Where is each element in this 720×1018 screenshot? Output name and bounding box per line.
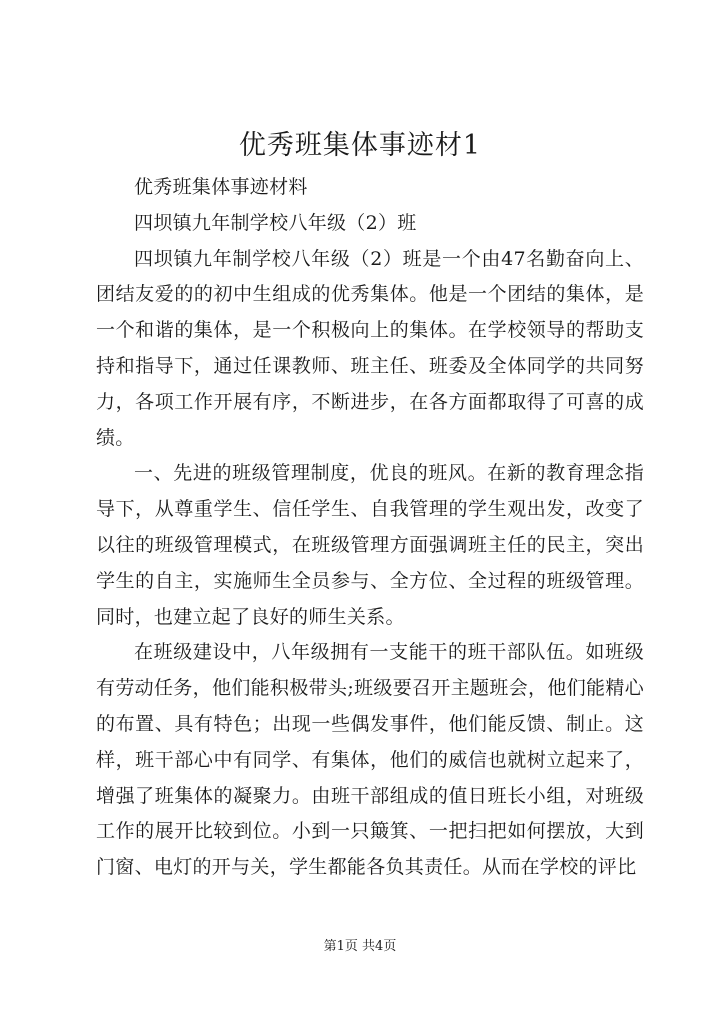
paragraph-class-name: 四坝镇九年制学校八年级（2）班 (134, 211, 417, 234)
paragraph-subtitle: 优秀班集体事迹材料 (134, 176, 308, 198)
page-footer: 第1页 共4页 (323, 939, 397, 954)
paragraph-section-one: 一、先进的班级管理制度，优良的班风。在新的教育理念指导下，从尊重学生、信任学生、自我管理的学生观出发，改变了以往的班级管理模式，在班级管理方面强调班主任的民主，突出学生的自主，实施师生全员参与、全方位、全过程的班级管理。同时，也建立起了良好的师生关系。 (96, 462, 644, 628)
document-body (96, 170, 644, 886)
document-title: 优秀班集体事迹材1 (238, 130, 482, 161)
paragraph-class-cadres: 在班级建设中，八年级拥有一支能干的班干部队伍。如班级有劳动任务，他们能积极带头;班级要召开主题班会，他们能精心的布置、具有特色；出现一些偶发事件，他们能反馈、制止。这样，班干部心中有同学、有集体，他们的威信也就树立起来了，增强了班集体的凝聚力。由班干部组成的值日班长小组，对班级工作的展开比较到位。小到一只簸箕、一把扫把如何摆放，大到门窗、电灯的开与关，学生都能各负其责任。从而在学校的评比 (96, 641, 644, 879)
paragraph-intro: 四坝镇九年制学校八年级（2）班是一个由47名勤奋向上、团结友爱的的初中生组成的优秀集体。他是一个团结的集体，是一个和谐的集体，是一个积极向上的集体。在学校领导的帮助支持和指导下，通过任课教师、班主任、班委及全体同学的共同努力，各项工作开展有序，不断进步，在各方面都取得了可喜的成绩。 (96, 247, 644, 449)
